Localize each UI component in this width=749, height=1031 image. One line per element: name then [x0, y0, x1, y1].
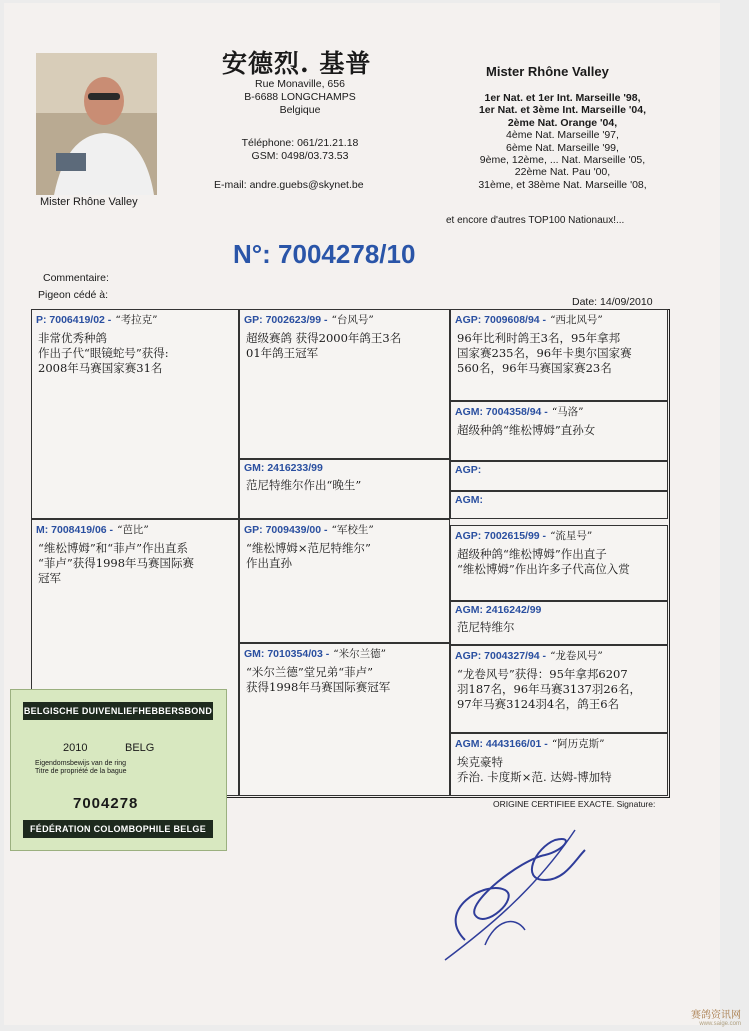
pedigree-cell-agp3	[450, 525, 668, 601]
pedigree-note-line: 埃克豪特	[457, 755, 503, 769]
stamp-ring-number: 7004278	[73, 795, 139, 812]
pedigree-id	[451, 402, 667, 421]
pedigree-notes	[451, 421, 667, 438]
pedigree-id	[451, 646, 667, 665]
pedigree-bird-name: “阿历克斯”	[551, 738, 605, 750]
pedigree-cell-gm2	[239, 643, 450, 796]
pedigree-cell-agm4	[450, 733, 668, 796]
pedigree-notes	[451, 478, 667, 480]
pedigree-id	[240, 520, 449, 539]
pedigree-bird-name: “马洛”	[551, 406, 584, 418]
pedigree-note-line: 冠军	[38, 571, 61, 585]
pedigree-note-line: 97年马赛3124羽4名，鸽王6名	[457, 697, 620, 711]
pedigree-ring: AGM:	[455, 494, 483, 506]
pedigree-notes	[451, 665, 667, 712]
pedigree-id	[451, 734, 667, 753]
pedigree-id	[451, 492, 667, 508]
owner-name-cn: 安德烈. 基普	[222, 49, 372, 78]
stamp-year: 2010	[63, 742, 88, 754]
palmares-line: 1er Nat. et 3ème Int. Marseille '04,	[478, 104, 647, 117]
pedigree-ring: AGP: 7009608/94 -	[455, 314, 547, 326]
pedigree-id	[240, 310, 449, 329]
pedigree-note-line: “菲卢”获得1998年马赛国际赛	[38, 556, 195, 570]
pedigree-id	[451, 462, 667, 478]
pedigree-cell-p	[31, 309, 239, 519]
pedigree-note-line: 范尼特维尔作出“晚生”	[246, 478, 362, 492]
pedigree-note-line: 获得1998年马赛国际赛冠军	[246, 680, 391, 694]
pedigree-notes	[451, 545, 667, 577]
pedigree-note-line: 560名，96年马赛国家赛23名	[457, 361, 612, 375]
pedigree-notes	[32, 539, 238, 586]
pedigree-ring: AGM: 4443166/01 -	[455, 738, 548, 750]
pedigree-cell-gp1	[239, 309, 450, 459]
pedigree-id	[32, 520, 238, 539]
pedigree-note-line: 作出直孙	[246, 556, 292, 570]
palmares-line: 4ème Nat. Marseille '97,	[506, 129, 619, 142]
photo-caption: Mister Rhône Valley	[40, 196, 138, 208]
address-line: B-6688 LONGCHAMPS	[244, 91, 356, 103]
pedigree-note-line: “米尔兰德”堂兄弟“菲卢”	[246, 665, 374, 679]
pigeon-cede-label: Pigeon cédé à:	[38, 289, 109, 301]
pedigree-bird-name: “台风号”	[331, 314, 374, 326]
palmares-extra: et encore d'autres TOP100 Nationaux!...	[446, 215, 625, 226]
pedigree-ring: GP: 7002623/99 -	[244, 314, 328, 326]
pedigree-cell-gm1	[239, 459, 450, 519]
email: E-mail: andre.guebs@skynet.be	[214, 179, 364, 191]
pedigree-ring: GP: 7009439/00 -	[244, 524, 328, 536]
address-line: Belgique	[279, 104, 321, 116]
signature-image	[425, 820, 600, 970]
stamp-small-text	[35, 760, 155, 776]
pedigree-notes	[451, 618, 667, 635]
pedigree-cell-agp1	[450, 309, 668, 401]
pedigree-ring: AGP: 7004327/94 -	[455, 650, 547, 662]
pedigree-bird-name: “军校生”	[331, 524, 374, 536]
site-watermark	[691, 1006, 741, 1027]
palmares-line: 6ème Nat. Marseille '99,	[506, 141, 619, 154]
palmares-line: 9ème, 12ème, ... Nat. Marseille '05,	[479, 154, 646, 167]
owner-address	[215, 78, 385, 117]
pedigree-id	[451, 602, 667, 618]
pedigree-note-line: 超级赛鸽 获得2000年鸽王3名	[246, 331, 402, 345]
pedigree-id	[451, 310, 667, 329]
pedigree-notes	[32, 329, 238, 376]
stamp-small-line: Titre de propriété de la bague	[35, 768, 127, 775]
pedigree-notes	[240, 663, 449, 695]
pedigree-id	[451, 526, 667, 545]
gsm: GSM: 0498/03.73.53	[251, 150, 349, 162]
pedigree-note-line: 01年鸽王冠军	[246, 346, 319, 360]
palmares-line: 31ème, et 38ème Nat. Marseille '08,	[478, 178, 647, 191]
pedigree-note-line: 作出子代“眼镜蛇号”获得:	[38, 346, 169, 360]
pedigree-cell-agp2	[450, 461, 668, 491]
palmares-line: 2ème Nat. Orange '04,	[507, 116, 618, 129]
pedigree-cell-agm2	[450, 491, 668, 519]
pedigree-note-line: “维松博姆×范尼特维尔”	[246, 541, 371, 555]
pedigree-bird-name: “西北风号”	[550, 314, 603, 326]
commentaire-label: Commentaire:	[43, 272, 109, 284]
pedigree-note-line: “维松博姆”作出许多子代高位入赏	[457, 562, 630, 576]
pedigree-note-line: “维松博姆”和“菲卢”作出直系	[38, 541, 189, 555]
stamp-bottom-text: FÉDÉRATION COLOMBOPHILE BELGE	[23, 820, 213, 838]
address-line: Rue Monaville, 656	[255, 78, 345, 90]
date-label: Date: 14/09/2010	[572, 296, 653, 308]
pedigree-cell-agm1	[450, 401, 668, 461]
pedigree-note-line: 超级种鸽“维松博姆”直孙女	[457, 423, 596, 437]
owner-contact	[200, 137, 400, 163]
pedigree-ring: GM: 2416233/99	[244, 462, 323, 474]
pedigree-ring: AGP:	[455, 464, 482, 476]
pedigree-ring: M: 7008419/06 -	[36, 524, 114, 536]
pedigree-notes	[240, 539, 449, 571]
ring-number-title: N°: 7004278/10	[233, 239, 416, 269]
ring-certificate-stamp	[10, 689, 227, 851]
pedigree-note-line: 国家赛235名，96年卡奥尔国家赛	[457, 346, 632, 360]
pedigree-note-line: 非常优秀种鸽	[38, 331, 107, 345]
pedigree-note-line: 范尼特维尔	[457, 620, 515, 634]
pedigree-notes	[451, 329, 667, 376]
pedigree-notes	[451, 753, 667, 785]
stamp-country: BELG	[125, 742, 155, 754]
pedigree-note-line: 乔治. 卡度斯×范. 达姆-博加特	[457, 770, 612, 784]
palmares-line: 22ème Nat. Pau '00,	[514, 166, 611, 179]
pedigree-note-line: “龙卷风号”获得：95年拿邦6207	[457, 667, 628, 681]
pedigree-note-line: 96年比利时鸽王3名，95年拿邦	[457, 331, 621, 345]
pedigree-cell-gp2	[239, 519, 450, 643]
pedigree-bird-name: “芭比”	[117, 524, 149, 536]
pedigree-notes	[240, 476, 449, 493]
pedigree-id	[240, 460, 449, 476]
pedigree-ring: P: 7006419/02 -	[36, 314, 112, 326]
pedigree-bird-name: “龙卷风号”	[550, 650, 603, 662]
pedigree-id	[240, 644, 449, 663]
pedigree-note-line: 超级种鸽“维松博姆”作出直子	[457, 547, 607, 561]
telephone: Téléphone: 061/21.21.18	[241, 137, 359, 149]
pedigree-note-line: 羽187名，96年马赛3137羽26名，	[457, 682, 641, 696]
stamp-small-line: Eigendomsbewijs van de ring	[35, 760, 127, 767]
pedigree-notes	[240, 329, 449, 361]
watermark-text: 赛鸽资讯网	[691, 1010, 741, 1021]
pedigree-note-line: 2008年马赛国家赛31名	[38, 361, 163, 375]
palmares-title: Mister Rhône Valley	[486, 64, 609, 79]
pedigree-ring: AGP: 7002615/99 -	[455, 530, 547, 542]
pedigree-bird-name: “流星号”	[550, 530, 593, 542]
pedigree-cell-agm3	[450, 601, 668, 645]
owner-photo	[36, 53, 157, 195]
pedigree-ring: GM: 7010354/03 -	[244, 648, 330, 660]
pedigree-bird-name: “考拉克”	[115, 314, 158, 326]
pedigree-ring: AGM: 7004358/94 -	[455, 406, 548, 418]
pedigree-cell-agp4	[450, 645, 668, 733]
pedigree-bird-name: “米尔兰德”	[333, 648, 386, 660]
signature-label: ORIGINE CERTIFIEE EXACTE. Signature:	[493, 799, 656, 809]
pedigree-id	[32, 310, 238, 329]
watermark-url: www.saige.com	[699, 1021, 741, 1027]
pedigree-notes	[451, 508, 667, 510]
stamp-top-text: BELGISCHE DUIVENLIEFHEBBERSBOND	[23, 702, 213, 720]
palmares-list	[440, 92, 685, 191]
pedigree-ring: AGM: 2416242/99	[455, 604, 542, 616]
palmares-line: 1er Nat. et 1er Int. Marseille '98,	[484, 92, 641, 104]
